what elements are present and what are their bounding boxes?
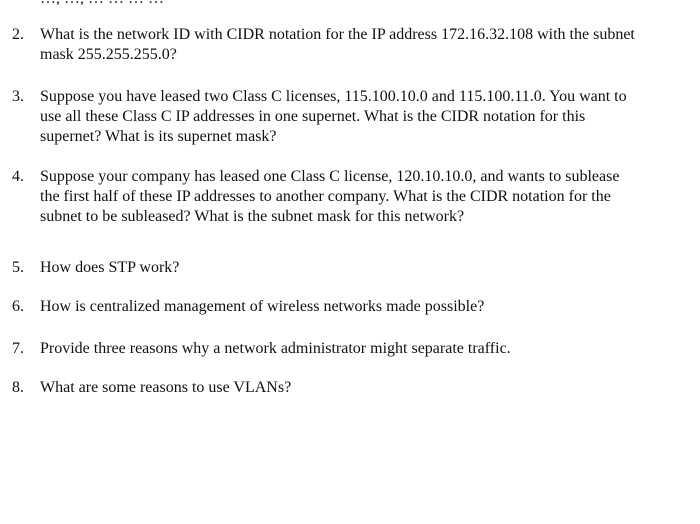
question-number: 5.: [12, 259, 24, 276]
question-number: 6.: [12, 298, 24, 315]
question-line: use all these Class C IP addresses in one supernet. What is the CIDR notation for this: [40, 108, 586, 125]
question-line: the first half of these IP addresses to another company. What is the CIDR notation for the: [40, 188, 611, 205]
question-number: 3.: [12, 88, 24, 105]
question-number: 8.: [12, 379, 24, 396]
question-line: mask 255.255.255.0?: [40, 46, 177, 63]
question-text: [40, 167, 695, 227]
question-line: What is the network ID with CIDR notation for the IP address 172.16.32.108 with the subnet: [40, 26, 635, 43]
question-text: [40, 25, 695, 65]
question-line: subnet to be subleased? What is the subnet mask for this network?: [40, 208, 465, 225]
question-line: Suppose you have leased two Class C licenses, 115.100.10.0 and 115.100.11.0. You want to: [40, 88, 627, 105]
question-line: supernet? What is its supernet mask?: [40, 128, 277, 145]
question-line: What are some reasons to use VLANs?: [40, 379, 292, 396]
question-number: 7.: [12, 340, 24, 357]
question-text: [40, 87, 695, 147]
question-text: [40, 378, 695, 398]
question-number: 4.: [12, 168, 24, 185]
question-line: Suppose your company has leased one Class C license, 120.10.10.0, and wants to sublease: [40, 168, 620, 185]
question-text: [40, 339, 695, 359]
question-text: [40, 258, 695, 278]
question-number: 2.: [12, 26, 24, 43]
question-line: How is centralized management of wireless networks made possible?: [40, 298, 485, 315]
question-text: [40, 297, 695, 317]
question-line: Provide three reasons why a network administrator might separate traffic.: [40, 340, 511, 357]
question-line: How does STP work?: [40, 259, 180, 276]
